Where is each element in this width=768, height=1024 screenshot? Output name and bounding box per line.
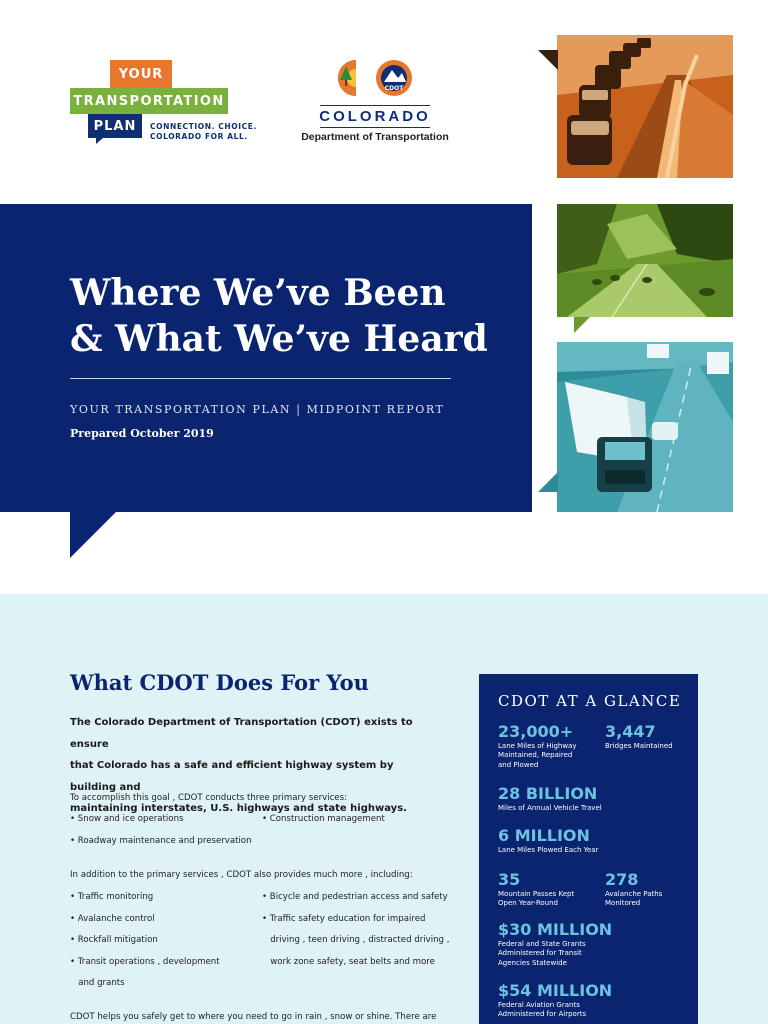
hero-banner: [0, 204, 532, 512]
your-transportation-plan-logo: [70, 60, 270, 150]
canyon-photo-tail: [574, 317, 590, 333]
list-item: work zone safety, seat belts and more: [262, 956, 435, 967]
intro-line1: The Colorado Department of Transportation (CDOT) exists to ensure: [70, 717, 413, 750]
list-item: driving , teen driving , distracted driving ,: [262, 935, 450, 945]
stat-value: 3,447: [605, 722, 656, 741]
canyon-highway-photo: [557, 204, 733, 317]
logo-tagline-line2: COLORADO FOR ALL.: [150, 132, 248, 141]
list-item: • Roadway maintenance and preservation: [70, 835, 252, 846]
stat-desc-line: Maintained, Repaired: [498, 751, 573, 760]
stat-desc-line: Administered for Airports: [498, 1010, 587, 1019]
stat-desc: [498, 846, 688, 855]
stat-avalanche-paths: [605, 870, 715, 909]
colorado-c-mark-icon: [326, 58, 426, 98]
list-item: • Traffic monitoring: [70, 892, 154, 902]
stat-desc-line: Lane Miles Plowed Each Year: [498, 846, 599, 854]
stat-desc: [605, 890, 715, 909]
list-item: • Traffic safety education for impaired: [262, 913, 426, 924]
truck-photo-tail: [538, 472, 558, 492]
stat-lane-miles: [498, 722, 608, 770]
stat-bridges: [605, 722, 715, 751]
colorado-wordmark: COLORADO: [319, 108, 431, 125]
logo-transportation-block: TRANSPORTATION: [70, 88, 228, 114]
cdot-at-a-glance-box: [479, 674, 698, 1024]
stat-lane-miles-plowed: [498, 826, 688, 855]
report-date: Prepared October 2019: [70, 427, 214, 440]
hero-divider: [70, 378, 451, 379]
stat-value: $30 MILLION: [498, 920, 613, 939]
stat-desc-line: Lane Miles of Highway: [498, 742, 577, 750]
primary-services-list-col2: [262, 814, 385, 836]
logo-rule-top: [320, 105, 430, 106]
stat-desc-line: Monitored: [605, 899, 641, 908]
logo-your-block: YOUR: [110, 60, 172, 88]
logo-tagline: [150, 122, 270, 142]
truck-highway-photo: [557, 342, 733, 512]
stat-desc-line: Mountain Passes Kept: [498, 890, 575, 898]
stat-desc: [498, 742, 608, 770]
report-title: [70, 270, 510, 362]
list-item: • Rockfall mitigation: [70, 935, 158, 945]
list-item: • Transit operations , development: [70, 956, 220, 967]
list-item: and grants: [70, 978, 125, 988]
what-cdot-does-section: [0, 594, 768, 1024]
report-title-line2: & What We’ve Heard: [70, 318, 488, 360]
stat-value: $54 MILLION: [498, 981, 613, 1000]
list-item: • Snow and ice operations: [70, 814, 184, 824]
stat-value: 23,000+: [498, 722, 574, 741]
stat-aviation-grants: [498, 981, 612, 1020]
intro-paragraph: [70, 712, 430, 820]
intro-line3: maintaining interstates, U.S. highways and state highways.: [70, 803, 407, 814]
stat-desc: [498, 940, 608, 968]
list-item: • Avalanche control: [70, 913, 155, 924]
primary-services-intro: To accomplish this goal , CDOT conducts three primary services:: [70, 793, 347, 803]
report-title-line1: Where We’ve Been: [70, 272, 446, 314]
logo-rule-bottom: [320, 127, 430, 128]
stat-desc: [498, 890, 608, 909]
additional-services-list-col1: [70, 892, 220, 1000]
hero-bubble-tail: [70, 512, 116, 558]
stat-value: 35: [498, 870, 521, 889]
stat-desc-line: Agencies Statewide: [498, 958, 567, 967]
additional-services-list-col2: [262, 892, 449, 978]
traffic-photo-tail: [538, 50, 558, 70]
glance-title: CDOT AT A GLANCE: [498, 692, 682, 710]
intro-line2: that Colorado has a safe and efficient highway system by building and: [70, 760, 394, 793]
colorado-dot-logo: [290, 58, 460, 148]
list-item: • Bicycle and pedestrian access and safety: [262, 892, 448, 902]
stat-vehicle-travel: [498, 784, 688, 813]
stat-desc-line: Avalanche Paths: [605, 890, 663, 898]
additional-services-intro: In addition to the primary services , CDOT also provides much more , including:: [70, 870, 413, 880]
closing-paragraph: CDOT helps you safely get to where you need to go in rain , snow or shine. There are: [70, 1012, 437, 1022]
section-title: What CDOT Does For You: [70, 670, 369, 695]
stat-mountain-passes: [498, 870, 608, 909]
stat-desc-line: Federal and State Grants: [498, 940, 586, 948]
stat-desc-line: Federal Aviation Grants: [498, 1001, 580, 1009]
stat-desc: [498, 804, 688, 813]
stat-transit-grants: [498, 920, 612, 968]
stat-desc: [605, 742, 715, 751]
stat-desc-line: Open Year-Round: [498, 899, 558, 908]
logo-plan-block: PLAN: [88, 114, 142, 138]
list-item: • Construction management: [262, 814, 385, 824]
cdot-badge-text: CDOT: [384, 85, 404, 92]
stat-value: 6 MILLION: [498, 826, 590, 845]
stat-desc-line: Administered for Transit: [498, 949, 582, 958]
stat-desc-line: Miles of Annual Vehicle Travel: [498, 804, 602, 812]
stat-value: 28 BILLION: [498, 784, 598, 803]
traffic-congestion-photo: [557, 35, 733, 178]
logo-tagline-line1: CONNECTION. CHOICE.: [150, 122, 257, 131]
stat-desc-line: Bridges Maintained: [605, 742, 673, 750]
stat-desc: [498, 1001, 608, 1020]
stat-value: 278: [605, 870, 639, 889]
primary-services-list-col1: [70, 814, 252, 857]
report-subtitle: YOUR TRANSPORTATION PLAN | MIDPOINT REPORT: [70, 403, 445, 416]
department-name: Department of Transportation: [301, 131, 449, 143]
stat-desc-line: and Plowed: [498, 760, 539, 769]
